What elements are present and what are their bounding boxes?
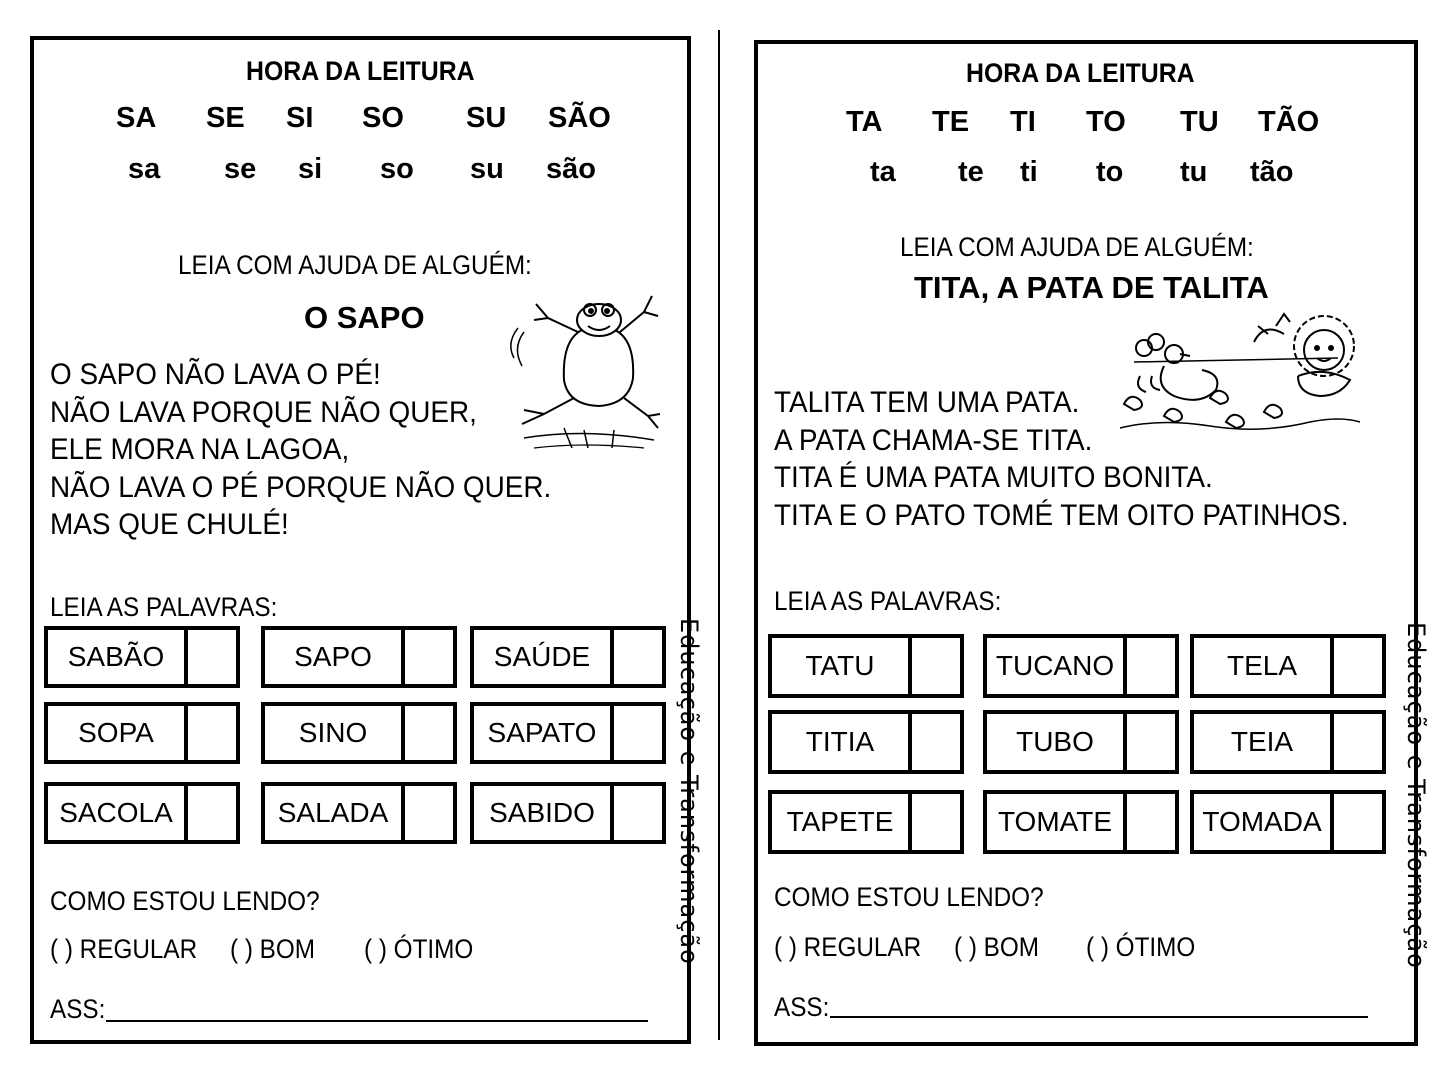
word-box[interactable]: [983, 790, 1179, 854]
word-label: SAPO: [294, 641, 372, 672]
signature-label: ASS:: [774, 992, 830, 1022]
word-box[interactable]: [261, 626, 457, 688]
checkbox-divider: [1123, 714, 1127, 770]
checkbox-divider: [1330, 794, 1334, 850]
syllable-lower: sa: [128, 153, 161, 185]
word-box[interactable]: [44, 702, 240, 764]
checkbox-divider: [1330, 638, 1334, 694]
checkbox-divider: [401, 706, 405, 760]
word-label: TUBO: [1016, 726, 1094, 757]
word-label: TITIA: [805, 726, 875, 757]
checkbox-divider: [610, 706, 614, 760]
word-label: TUCANO: [995, 650, 1115, 681]
word-box[interactable]: [44, 782, 240, 844]
word-label: SAÚDE: [493, 641, 591, 672]
syllable-lower: ta: [870, 156, 896, 188]
word-label: TATU: [805, 650, 875, 681]
syllable-upper: SU: [466, 102, 507, 134]
word-box[interactable]: [470, 782, 666, 844]
option-bom[interactable]: ( ) BOM: [954, 932, 1040, 962]
syllable-upper: SÃO: [548, 102, 611, 134]
word-box[interactable]: [261, 702, 457, 764]
story-line: TITA É UMA PATA MUITO BONITA.: [774, 461, 1213, 494]
word-box[interactable]: [768, 634, 964, 698]
story-line: ELE MORA NA LAGOA,: [50, 433, 350, 466]
reading-card-right: [754, 40, 1430, 1046]
word-box[interactable]: [768, 710, 964, 774]
syllable-lower: se: [224, 153, 257, 185]
syllable-upper: TA: [846, 106, 883, 138]
checkbox-divider: [908, 714, 912, 770]
syllable-lower: si: [298, 153, 323, 185]
story-line: TALITA TEM UMA PATA.: [774, 386, 1080, 419]
syllable-upper: TO: [1086, 106, 1126, 138]
word-box[interactable]: [44, 626, 240, 688]
option-regular[interactable]: ( ) REGULAR: [50, 934, 198, 964]
words-heading: LEIA AS PALAVRAS:: [50, 592, 278, 622]
checkbox-divider: [1123, 794, 1127, 850]
syllable-lower: so: [380, 153, 414, 185]
word-box[interactable]: [983, 710, 1179, 774]
word-label: SAPATO: [487, 717, 597, 748]
signature-label: ASS:: [50, 994, 106, 1024]
checkbox-divider: [908, 794, 912, 850]
story-line: O SAPO NÃO LAVA O PÉ!: [50, 358, 381, 391]
word-box[interactable]: [261, 782, 457, 844]
word-label: SINO: [298, 717, 368, 748]
syllable-lower: ti: [1020, 156, 1038, 188]
instruction: LEIA COM AJUDA DE ALGUÉM:: [178, 250, 532, 280]
story-line: NÃO LAVA PORQUE NÃO QUER,: [50, 395, 477, 429]
syllable-upper: SO: [362, 102, 404, 134]
syllable-upper: TE: [932, 106, 970, 138]
checkbox-divider: [401, 786, 405, 840]
syllable-upper: TI: [1010, 106, 1036, 138]
checkbox-divider: [184, 706, 188, 760]
reading-question: COMO ESTOU LENDO?: [50, 886, 320, 916]
syllable-lower: são: [546, 153, 596, 185]
story-line: NÃO LAVA O PÉ PORQUE NÃO QUER.: [50, 470, 552, 504]
word-label: TOMATE: [997, 806, 1113, 837]
watermark-text: Educação e Transformação: [1402, 622, 1430, 969]
reading-question: COMO ESTOU LENDO?: [774, 882, 1044, 912]
word-box[interactable]: [470, 702, 666, 764]
instruction: LEIA COM AJUDA DE ALGUÉM:: [900, 232, 1254, 262]
story-title: O SAPO: [304, 300, 425, 335]
word-label: TELA: [1226, 650, 1298, 681]
word-label: SACOLA: [59, 797, 173, 828]
syllable-upper: SI: [286, 102, 314, 134]
reading-card-left: [30, 36, 703, 1044]
checkbox-divider: [1123, 638, 1127, 694]
checkbox-divider: [401, 630, 405, 684]
checkbox-divider: [1330, 714, 1334, 770]
word-box[interactable]: [983, 634, 1179, 698]
story-text: [774, 384, 1349, 534]
syllable-lower: tão: [1250, 156, 1294, 188]
checkbox-divider: [184, 786, 188, 840]
syllable-lower: tu: [1180, 156, 1208, 188]
story-title: TITA, A PATA DE TALITA: [914, 270, 1269, 305]
word-box[interactable]: [1190, 634, 1386, 698]
word-box[interactable]: [470, 626, 666, 688]
words-heading: LEIA AS PALAVRAS:: [774, 586, 1002, 616]
syllable-upper: SE: [206, 102, 245, 134]
checkbox-divider: [610, 786, 614, 840]
option-otimo[interactable]: ( ) ÓTIMO: [364, 934, 474, 964]
syllable-upper: SA: [116, 102, 157, 134]
story-text: [50, 356, 551, 544]
syllable-lower: su: [470, 153, 504, 185]
option-regular[interactable]: ( ) REGULAR: [774, 932, 922, 962]
center-divider: [718, 30, 720, 1040]
signature-line[interactable]: [106, 1020, 648, 1022]
word-label: SOPA: [78, 717, 154, 748]
syllable-lower: to: [1096, 156, 1124, 188]
signature-line[interactable]: [830, 1016, 1368, 1018]
syllable-upper: TU: [1180, 106, 1219, 138]
checkbox-divider: [610, 630, 614, 684]
checkbox-divider: [184, 630, 188, 684]
watermark-text: Educação e Transformação: [675, 618, 703, 965]
word-label: TEIA: [1230, 726, 1294, 757]
word-label: SALADA: [277, 797, 389, 828]
option-otimo[interactable]: ( ) ÓTIMO: [1086, 932, 1196, 962]
word-label: TOMADA: [1202, 806, 1322, 837]
card-header: HORA DA LEITURA: [966, 58, 1195, 88]
word-label: SABIDO: [489, 797, 595, 828]
word-label: SABÃO: [67, 641, 165, 672]
option-bom[interactable]: ( ) BOM: [230, 934, 316, 964]
syllable-lower: te: [958, 156, 984, 188]
story-line: TITA E O PATO TOMÉ TEM OITO PATINHOS.: [774, 498, 1349, 532]
word-label: TAPETE: [786, 806, 894, 837]
card-header: HORA DA LEITURA: [246, 56, 475, 86]
checkbox-divider: [908, 638, 912, 694]
word-box[interactable]: [1190, 790, 1386, 854]
word-box[interactable]: [768, 790, 964, 854]
story-line: A PATA CHAMA-SE TITA.: [774, 423, 1093, 457]
syllable-upper: TÃO: [1258, 106, 1320, 138]
word-box[interactable]: [1190, 710, 1386, 774]
story-line: MAS QUE CHULÉ!: [50, 508, 289, 541]
